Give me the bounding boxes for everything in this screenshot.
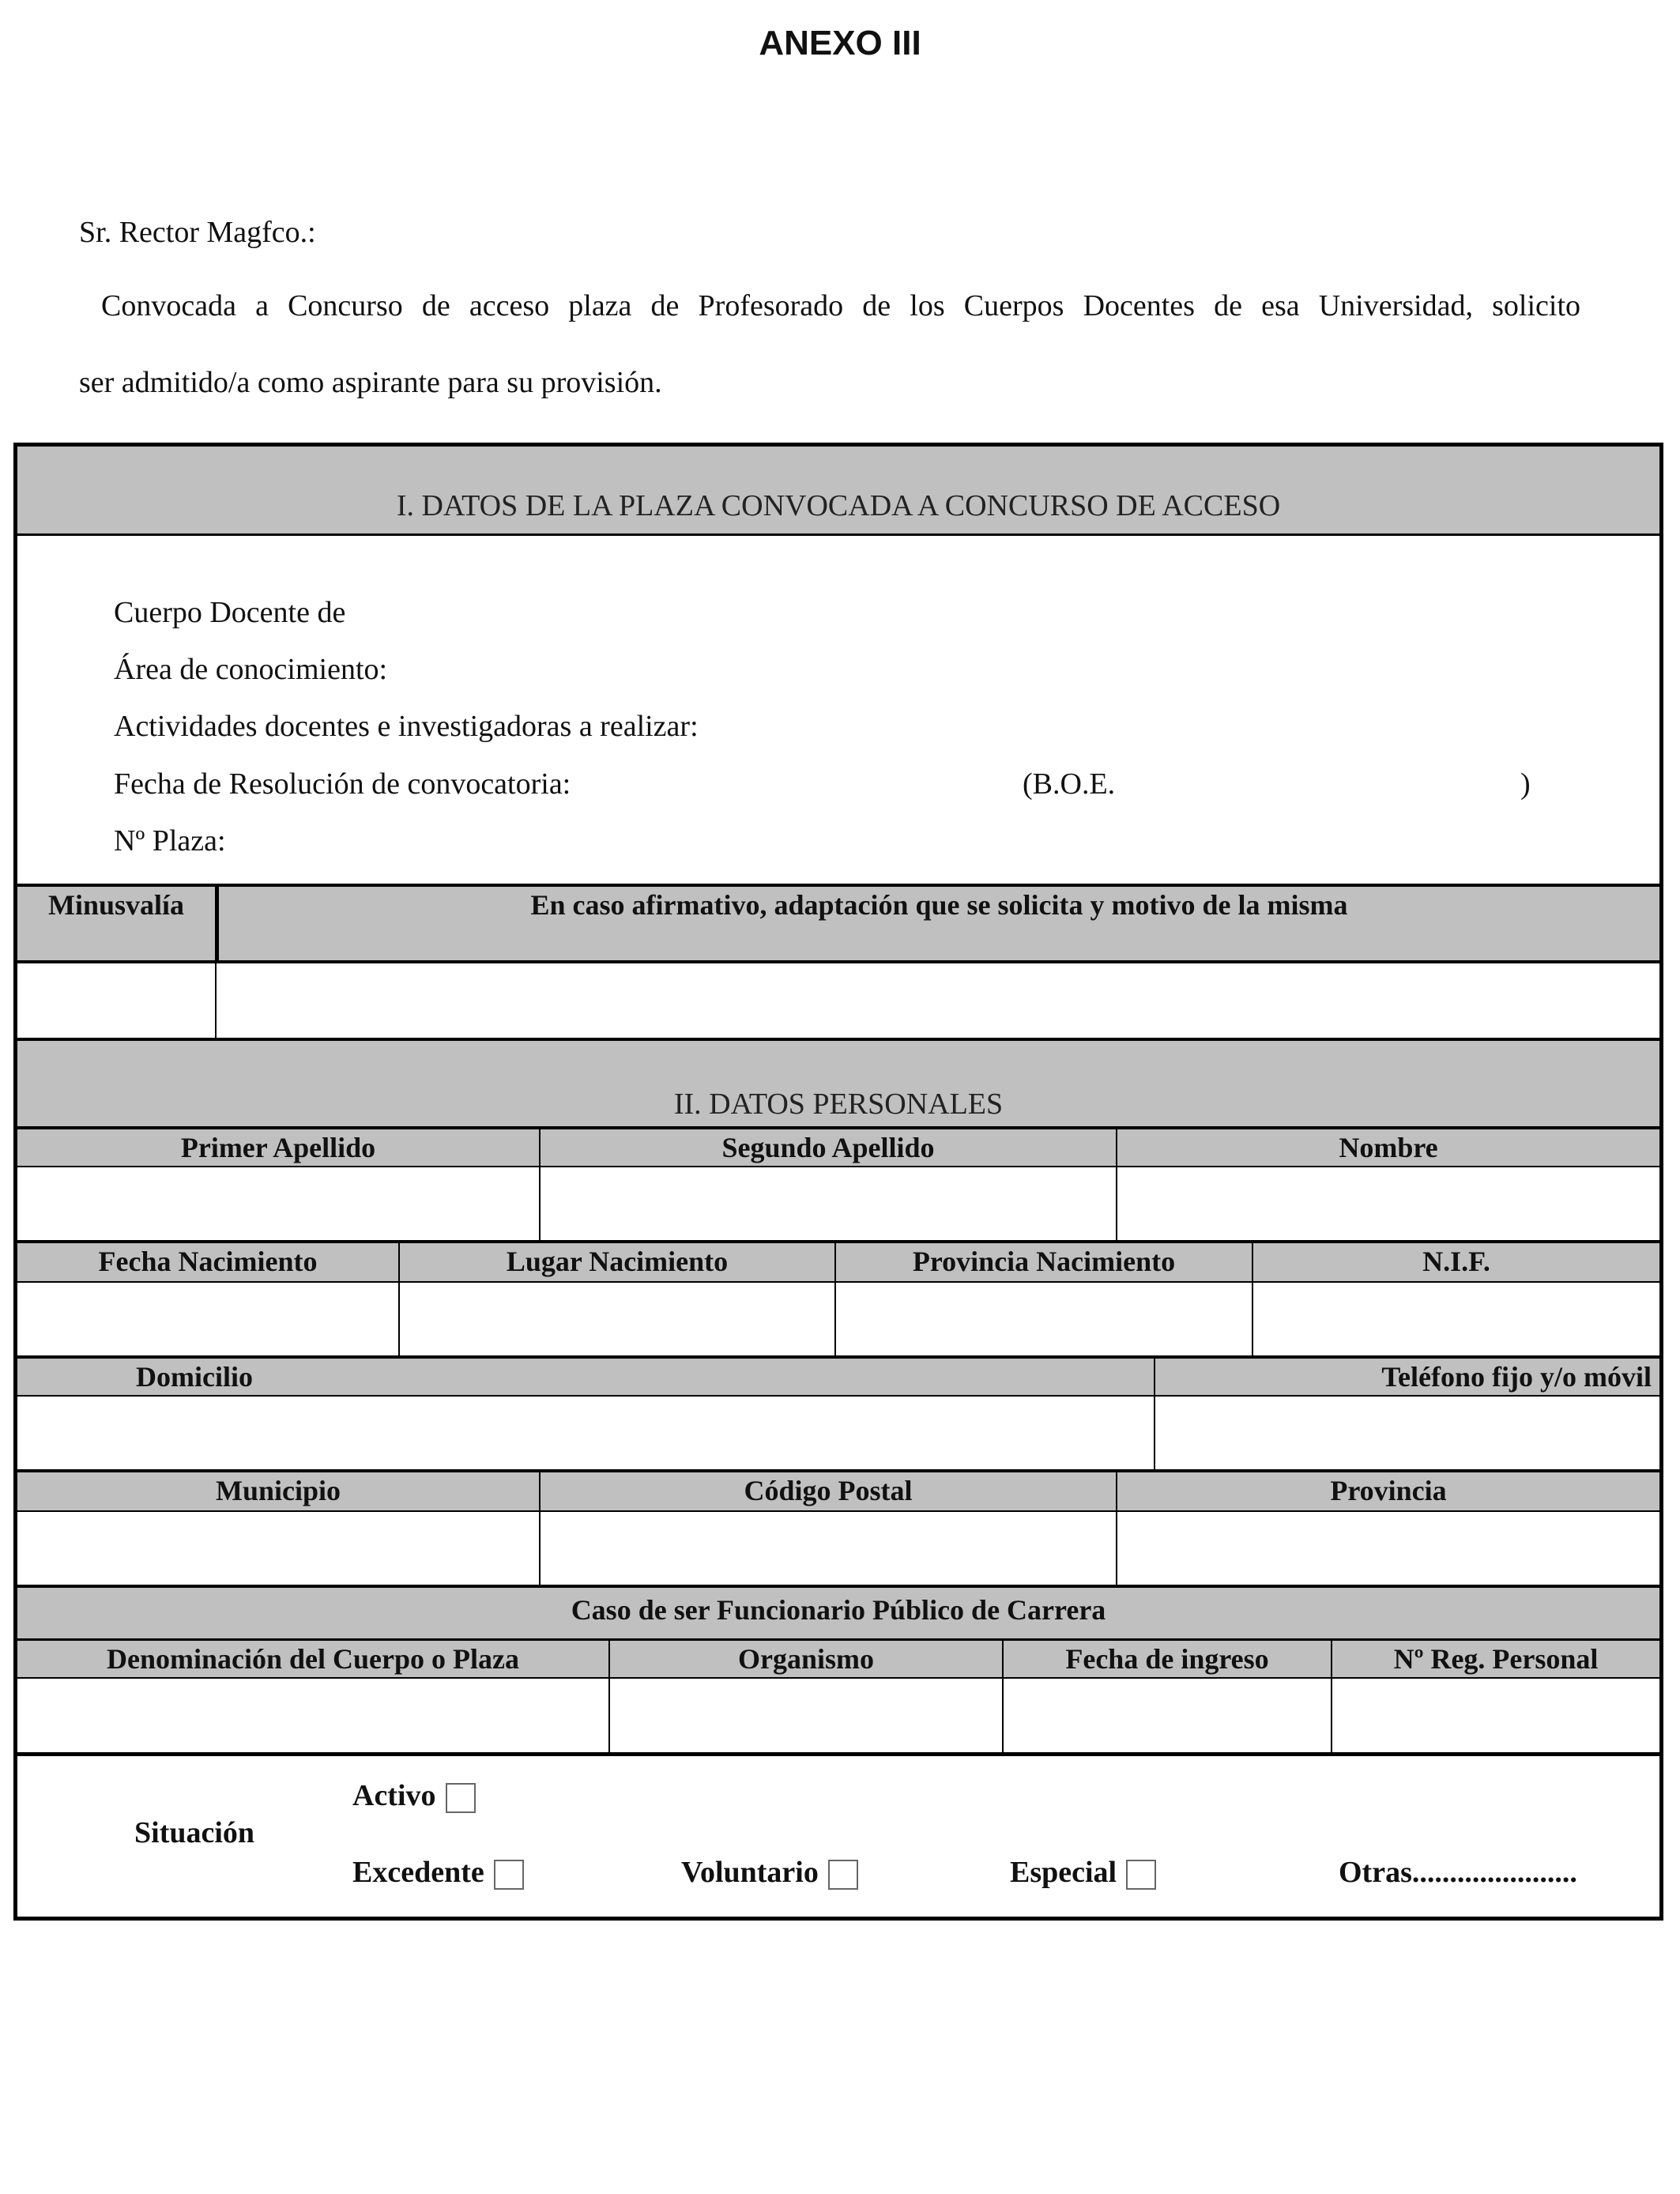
primer-apellido-label: Primer Apellido (180, 1132, 376, 1163)
codigo-postal-label: Código Postal (744, 1475, 913, 1506)
excedente-checkbox[interactable] (494, 1860, 524, 1890)
cuerpo-docente-field[interactable]: Cuerpo Docente de (114, 596, 346, 629)
telefono-label: Teléfono fijo y/o móvil (1381, 1361, 1652, 1393)
provincia-label: Provincia (1330, 1475, 1447, 1506)
area-conocimiento-field[interactable]: Área de conocimiento: (114, 653, 388, 686)
codigo-postal-input[interactable] (541, 1512, 1116, 1585)
reg-personal-input[interactable] (1332, 1679, 1659, 1752)
voluntario-checkbox[interactable] (828, 1860, 858, 1890)
provincia-nacimiento-input[interactable] (836, 1283, 1252, 1355)
adaptacion-label: En caso afirmativo, adaptación que se solicita y motivo de la misma (530, 889, 1348, 921)
minusvalia-input[interactable] (17, 963, 215, 1038)
primer-apellido-input[interactable] (17, 1167, 539, 1240)
intro-paragraph-line1: Convocada a Concurso de acceso plaza de Profesorado de los Cuerpos Docentes de esa Universidad, solicito (101, 289, 1580, 322)
boe-close-paren: ) (1520, 767, 1531, 801)
nif-input[interactable] (1253, 1283, 1659, 1355)
municipio-input[interactable] (17, 1512, 539, 1585)
excedente-label: Excedente (352, 1856, 484, 1889)
nombre-label: Nombre (1339, 1132, 1438, 1163)
fecha-ingreso-input[interactable] (1004, 1679, 1331, 1752)
numero-plaza-field[interactable]: Nº Plaza: (114, 824, 226, 858)
otras-field[interactable]: Otras...................... (1339, 1856, 1577, 1889)
funcionario-title: Caso de ser Funcionario Público de Carrera (17, 1588, 1659, 1638)
section1-title: I. DATOS DE LA PLAZA CONVOCADA A CONCURSO DE ACCESO (396, 489, 1281, 522)
organismo-label: Organismo (737, 1643, 874, 1675)
especial-checkbox[interactable] (1126, 1860, 1156, 1890)
application-form (13, 443, 1663, 1921)
especial-label: Especial (1010, 1856, 1117, 1889)
intro-paragraph-line2: ser admitido/a como aspirante para su provisión. (79, 366, 662, 399)
domicilio-label: Domicilio (136, 1361, 253, 1393)
nombre-input[interactable] (1117, 1167, 1659, 1240)
situacion-label: Situación (134, 1816, 255, 1849)
lugar-nacimiento-label: Lugar Nacimiento (506, 1246, 729, 1277)
denominacion-input[interactable] (17, 1679, 608, 1752)
voluntario-label: Voluntario (681, 1856, 819, 1889)
minusvalia-label: Minusvalía (47, 889, 185, 921)
reg-personal-label: Nº Reg. Personal (1393, 1643, 1599, 1675)
segundo-apellido-label: Segundo Apellido (721, 1132, 935, 1163)
fecha-nacimiento-input[interactable] (17, 1283, 398, 1355)
salutation: Sr. Rector Magfco.: (79, 216, 316, 249)
lugar-nacimiento-input[interactable] (400, 1283, 834, 1355)
provincia-input[interactable] (1117, 1512, 1659, 1585)
activo-label: Activo (352, 1779, 436, 1812)
fecha-nacimiento-label: Fecha Nacimiento (98, 1246, 318, 1277)
activo-option[interactable] (352, 1778, 476, 1813)
section2-title: II. DATOS PERSONALES (673, 1088, 1004, 1121)
organismo-input[interactable] (610, 1679, 1002, 1752)
telefono-input[interactable] (1155, 1397, 1659, 1469)
boe-field[interactable]: (B.O.E. (1023, 767, 1116, 801)
adaptacion-input[interactable] (217, 963, 1659, 1038)
provincia-nacimiento-label: Provincia Nacimiento (912, 1246, 1176, 1277)
activo-checkbox[interactable] (446, 1783, 476, 1813)
segundo-apellido-input[interactable] (541, 1167, 1116, 1240)
excedente-option[interactable] (352, 1855, 524, 1890)
especial-option[interactable] (1010, 1855, 1156, 1890)
fecha-resolucion-field[interactable]: Fecha de Resolución de convocatoria: (114, 767, 571, 801)
denominacion-label: Denominación del Cuerpo o Plaza (107, 1643, 519, 1675)
voluntario-option[interactable] (681, 1855, 858, 1890)
fecha-ingreso-label: Fecha de ingreso (1065, 1643, 1269, 1675)
section2-header (17, 1041, 1659, 1126)
actividades-field[interactable]: Actividades docentes e investigadoras a realizar: (114, 710, 699, 743)
nif-label: N.I.F. (1422, 1246, 1490, 1277)
domicilio-input[interactable] (17, 1397, 1154, 1469)
document-title: ANEXO III (759, 24, 921, 62)
municipio-label: Municipio (215, 1475, 341, 1506)
section1-header (17, 447, 1659, 533)
